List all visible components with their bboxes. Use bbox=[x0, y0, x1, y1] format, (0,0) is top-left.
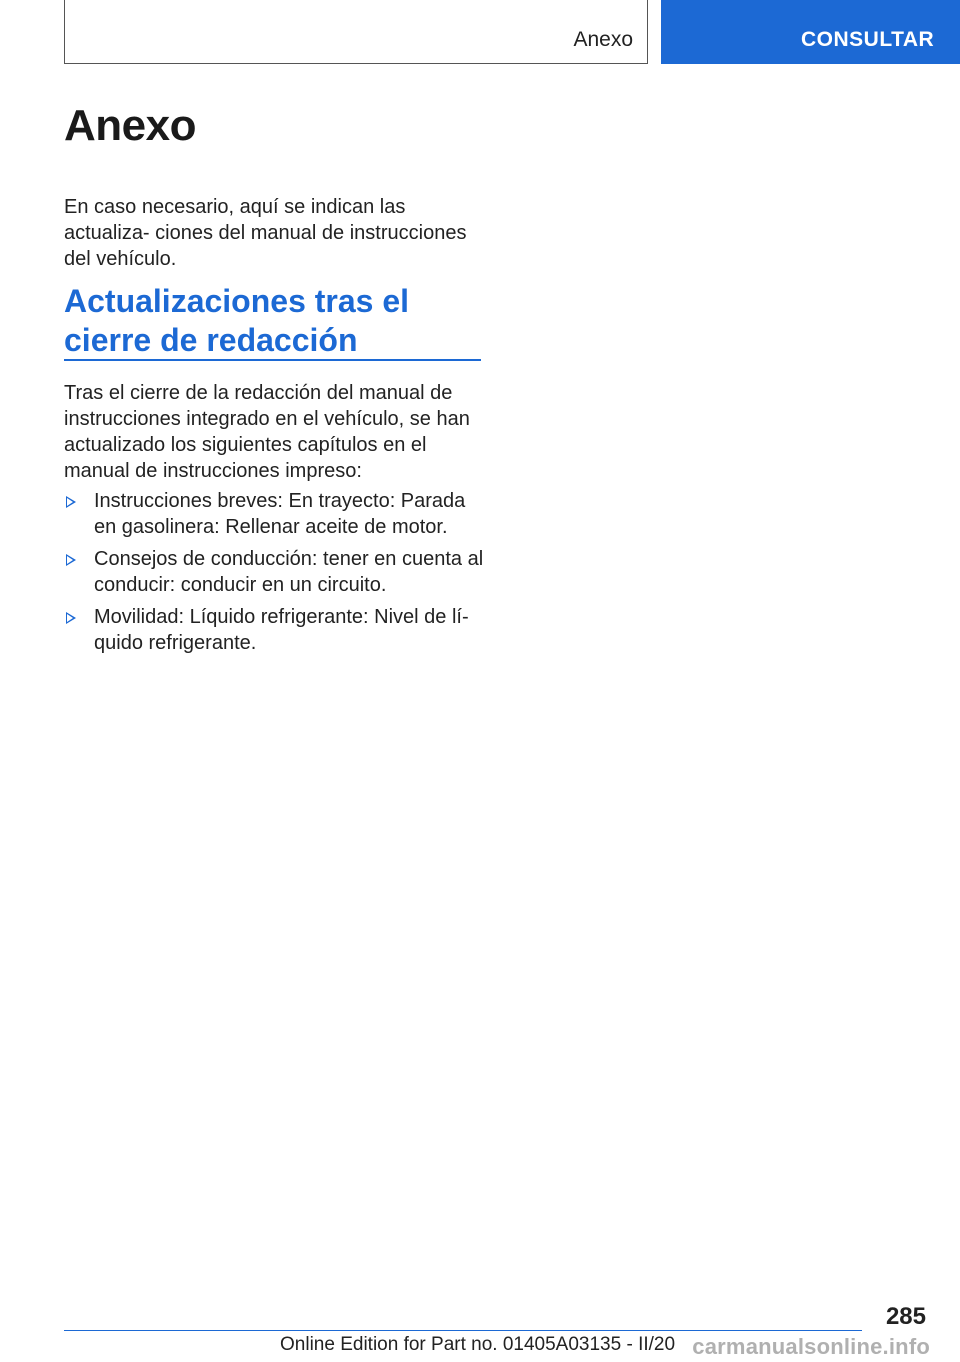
watermark: carmanualsonline.info bbox=[692, 1334, 930, 1359]
page-number: 285 bbox=[885, 1303, 926, 1330]
list-item bbox=[64, 604, 484, 656]
list-item bbox=[64, 546, 484, 598]
footer-divider bbox=[64, 1330, 862, 1331]
triangle-bullet-icon bbox=[66, 612, 76, 624]
list-item-text: Movilidad: Líquido refrigerante: Nivel de lí- quido refrigerante. bbox=[94, 606, 469, 654]
header-tab-consultar[interactable]: CONSULTAR bbox=[661, 0, 960, 64]
bullet-list bbox=[64, 488, 484, 662]
header-frame bbox=[64, 0, 648, 64]
chapter-intro: En caso necesario, aquí se indican las actualiza- ciones del manual de instrucciones del vehículo. bbox=[64, 196, 467, 270]
triangle-bullet-icon bbox=[66, 496, 76, 508]
list-item-text: Instrucciones breves: En trayecto: Parada en gasolinera: Rellenar aceite de motor. bbox=[94, 490, 466, 538]
chapter-title: Anexo bbox=[64, 101, 196, 150]
list-item-text: Consejos de conducción: tener en cuenta al conducir: conducir en un circuito. bbox=[94, 548, 484, 596]
list-item bbox=[64, 488, 484, 540]
triangle-bullet-icon bbox=[66, 554, 76, 566]
section-title: Actualizaciones tras el cierre de redacción bbox=[64, 283, 410, 358]
header-section-label: Anexo bbox=[573, 28, 633, 51]
section-paragraph: Tras el cierre de la redacción del manual de instrucciones integrado en el vehículo, se han actualizado los siguientes capítulos en el manual de instrucciones impreso: bbox=[64, 382, 470, 482]
section-divider bbox=[64, 359, 481, 361]
footer-edition-text: Online Edition for Part no. 01405A03135 - II/20 bbox=[280, 1334, 676, 1355]
